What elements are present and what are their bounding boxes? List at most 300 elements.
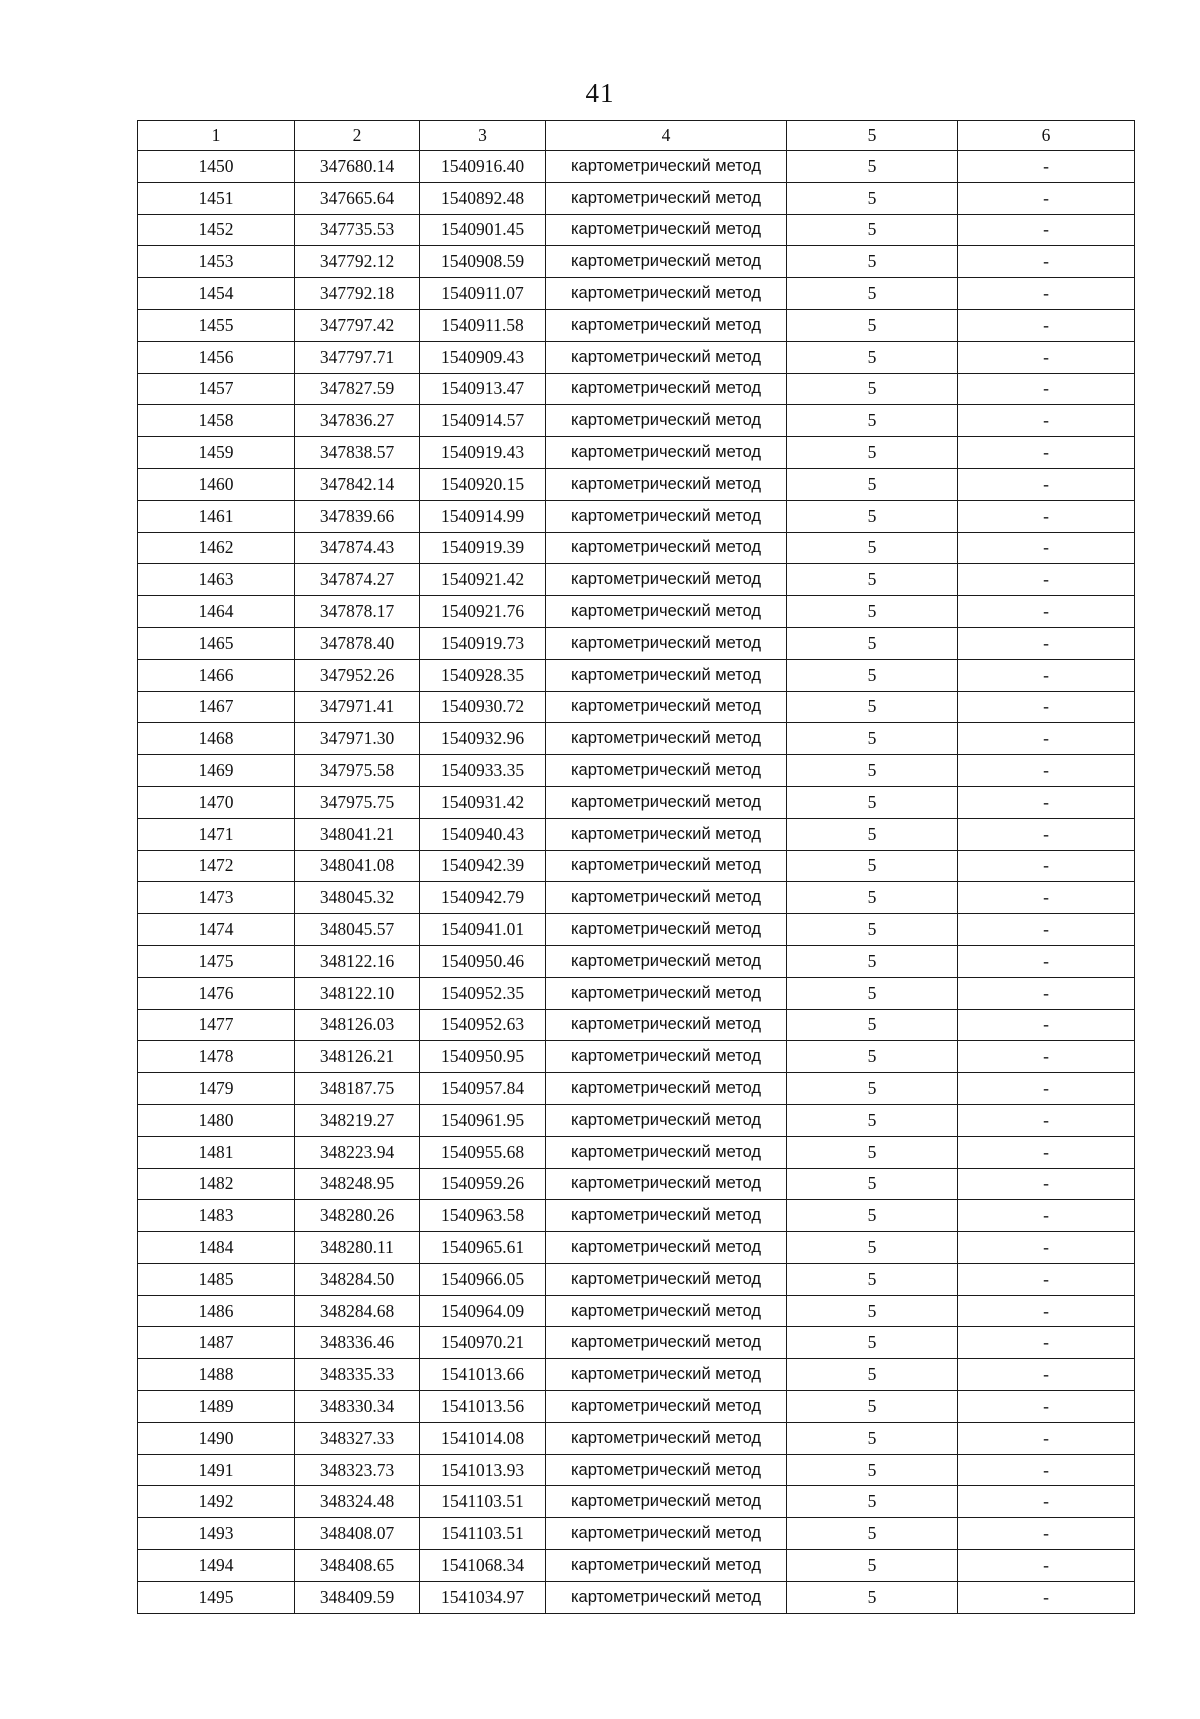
accuracy-cell: 5 — [787, 818, 958, 850]
point-number-cell: 1491 — [138, 1454, 295, 1486]
x-coordinate-cell: 347797.71 — [295, 341, 420, 373]
method-cell: картометрический метод — [546, 882, 787, 914]
x-coordinate-cell: 348409.59 — [295, 1581, 420, 1613]
method-cell: картометрический метод — [546, 1295, 787, 1327]
method-cell: картометрический метод — [546, 818, 787, 850]
description-cell: - — [958, 246, 1135, 278]
description-cell: - — [958, 1391, 1135, 1423]
method-cell: картометрический метод — [546, 723, 787, 755]
table-row — [138, 151, 1135, 183]
method-cell: картометрический метод — [546, 278, 787, 310]
description-cell: - — [958, 1073, 1135, 1105]
y-coordinate-cell: 1540911.07 — [420, 278, 546, 310]
accuracy-cell: 5 — [787, 405, 958, 437]
accuracy-cell: 5 — [787, 914, 958, 946]
table-row — [138, 659, 1135, 691]
y-coordinate-cell: 1540920.15 — [420, 468, 546, 500]
point-number-cell: 1452 — [138, 214, 295, 246]
x-coordinate-cell: 347665.64 — [295, 182, 420, 214]
y-coordinate-cell: 1540916.40 — [420, 151, 546, 183]
y-coordinate-cell: 1540908.59 — [420, 246, 546, 278]
point-number-cell: 1477 — [138, 1009, 295, 1041]
method-cell: картометрический метод — [546, 1359, 787, 1391]
y-coordinate-cell: 1540965.61 — [420, 1232, 546, 1264]
accuracy-cell: 5 — [787, 882, 958, 914]
accuracy-cell: 5 — [787, 437, 958, 469]
description-cell: - — [958, 1168, 1135, 1200]
method-cell: картометрический метод — [546, 755, 787, 787]
x-coordinate-cell: 348045.57 — [295, 914, 420, 946]
method-cell: картометрический метод — [546, 1104, 787, 1136]
x-coordinate-cell: 347971.30 — [295, 723, 420, 755]
method-cell: картометрический метод — [546, 214, 787, 246]
x-coordinate-cell: 348041.21 — [295, 818, 420, 850]
accuracy-cell: 5 — [787, 786, 958, 818]
header-cell: 3 — [420, 121, 546, 151]
table-row — [138, 1009, 1135, 1041]
table-row — [138, 977, 1135, 1009]
table-row — [138, 1486, 1135, 1518]
description-cell: - — [958, 1359, 1135, 1391]
table-row — [138, 1359, 1135, 1391]
x-coordinate-cell: 347680.14 — [295, 151, 420, 183]
method-cell: картометрический метод — [546, 1454, 787, 1486]
method-cell: картометрический метод — [546, 850, 787, 882]
y-coordinate-cell: 1540970.21 — [420, 1327, 546, 1359]
x-coordinate-cell: 348126.03 — [295, 1009, 420, 1041]
description-cell: - — [958, 1104, 1135, 1136]
y-coordinate-cell: 1540952.63 — [420, 1009, 546, 1041]
x-coordinate-cell: 347838.57 — [295, 437, 420, 469]
description-cell: - — [958, 1009, 1135, 1041]
point-number-cell: 1483 — [138, 1200, 295, 1232]
table-row — [138, 564, 1135, 596]
method-cell: картометрический метод — [546, 977, 787, 1009]
x-coordinate-cell: 347952.26 — [295, 659, 420, 691]
point-number-cell: 1453 — [138, 246, 295, 278]
description-cell: - — [958, 437, 1135, 469]
table-row — [138, 1104, 1135, 1136]
y-coordinate-cell: 1541103.51 — [420, 1518, 546, 1550]
description-cell: - — [958, 1486, 1135, 1518]
x-coordinate-cell: 347874.43 — [295, 532, 420, 564]
coordinates-table — [137, 120, 1135, 1614]
x-coordinate-cell: 347735.53 — [295, 214, 420, 246]
y-coordinate-cell: 1540961.95 — [420, 1104, 546, 1136]
table-row — [138, 1391, 1135, 1423]
x-coordinate-cell: 348126.21 — [295, 1041, 420, 1073]
x-coordinate-cell: 348327.33 — [295, 1422, 420, 1454]
y-coordinate-cell: 1540952.35 — [420, 977, 546, 1009]
point-number-cell: 1487 — [138, 1327, 295, 1359]
table-row — [138, 882, 1135, 914]
table-row — [138, 755, 1135, 787]
x-coordinate-cell: 347839.66 — [295, 500, 420, 532]
x-coordinate-cell: 347842.14 — [295, 468, 420, 500]
x-coordinate-cell: 348280.26 — [295, 1200, 420, 1232]
point-number-cell: 1460 — [138, 468, 295, 500]
point-number-cell: 1469 — [138, 755, 295, 787]
description-cell: - — [958, 309, 1135, 341]
accuracy-cell: 5 — [787, 691, 958, 723]
accuracy-cell: 5 — [787, 1550, 958, 1582]
y-coordinate-cell: 1540940.43 — [420, 818, 546, 850]
table-row — [138, 1168, 1135, 1200]
description-cell: - — [958, 1200, 1135, 1232]
y-coordinate-cell: 1540955.68 — [420, 1136, 546, 1168]
point-number-cell: 1457 — [138, 373, 295, 405]
table-row — [138, 945, 1135, 977]
x-coordinate-cell: 347975.58 — [295, 755, 420, 787]
accuracy-cell: 5 — [787, 564, 958, 596]
accuracy-cell: 5 — [787, 1168, 958, 1200]
table-row — [138, 723, 1135, 755]
table-header-row — [138, 121, 1135, 151]
description-cell: - — [958, 1263, 1135, 1295]
y-coordinate-cell: 1541103.51 — [420, 1486, 546, 1518]
accuracy-cell: 5 — [787, 1009, 958, 1041]
accuracy-cell: 5 — [787, 1041, 958, 1073]
method-cell: картометрический метод — [546, 786, 787, 818]
x-coordinate-cell: 347878.40 — [295, 627, 420, 659]
y-coordinate-cell: 1540957.84 — [420, 1073, 546, 1105]
accuracy-cell: 5 — [787, 373, 958, 405]
y-coordinate-cell: 1540892.48 — [420, 182, 546, 214]
point-number-cell: 1450 — [138, 151, 295, 183]
method-cell: картометрический метод — [546, 1073, 787, 1105]
table-row — [138, 1550, 1135, 1582]
table-row — [138, 627, 1135, 659]
point-number-cell: 1465 — [138, 627, 295, 659]
table-row — [138, 1454, 1135, 1486]
description-cell: - — [958, 1295, 1135, 1327]
accuracy-cell: 5 — [787, 659, 958, 691]
table-row — [138, 246, 1135, 278]
accuracy-cell: 5 — [787, 1136, 958, 1168]
point-number-cell: 1490 — [138, 1422, 295, 1454]
method-cell: картометрический метод — [546, 564, 787, 596]
point-number-cell: 1494 — [138, 1550, 295, 1582]
x-coordinate-cell: 348336.46 — [295, 1327, 420, 1359]
description-cell: - — [958, 786, 1135, 818]
y-coordinate-cell: 1540919.43 — [420, 437, 546, 469]
description-cell: - — [958, 1454, 1135, 1486]
x-coordinate-cell: 348408.07 — [295, 1518, 420, 1550]
y-coordinate-cell: 1541068.34 — [420, 1550, 546, 1582]
accuracy-cell: 5 — [787, 278, 958, 310]
point-number-cell: 1495 — [138, 1581, 295, 1613]
y-coordinate-cell: 1540933.35 — [420, 755, 546, 787]
method-cell: картометрический метод — [546, 1581, 787, 1613]
y-coordinate-cell: 1540914.57 — [420, 405, 546, 437]
x-coordinate-cell: 348122.10 — [295, 977, 420, 1009]
y-coordinate-cell: 1540959.26 — [420, 1168, 546, 1200]
description-cell: - — [958, 850, 1135, 882]
accuracy-cell: 5 — [787, 1486, 958, 1518]
header-cell: 6 — [958, 121, 1135, 151]
point-number-cell: 1484 — [138, 1232, 295, 1264]
table-row — [138, 1136, 1135, 1168]
table-row — [138, 1581, 1135, 1613]
accuracy-cell: 5 — [787, 1454, 958, 1486]
description-cell: - — [958, 1136, 1135, 1168]
y-coordinate-cell: 1540963.58 — [420, 1200, 546, 1232]
accuracy-cell: 5 — [787, 532, 958, 564]
table-row — [138, 1422, 1135, 1454]
description-cell: - — [958, 755, 1135, 787]
table-row — [138, 1327, 1135, 1359]
accuracy-cell: 5 — [787, 500, 958, 532]
point-number-cell: 1485 — [138, 1263, 295, 1295]
method-cell: картометрический метод — [546, 659, 787, 691]
accuracy-cell: 5 — [787, 945, 958, 977]
y-coordinate-cell: 1540919.39 — [420, 532, 546, 564]
y-coordinate-cell: 1541013.66 — [420, 1359, 546, 1391]
x-coordinate-cell: 347878.17 — [295, 596, 420, 628]
point-number-cell: 1454 — [138, 278, 295, 310]
y-coordinate-cell: 1540931.42 — [420, 786, 546, 818]
accuracy-cell: 5 — [787, 341, 958, 373]
table-row — [138, 1232, 1135, 1264]
accuracy-cell: 5 — [787, 1581, 958, 1613]
x-coordinate-cell: 348219.27 — [295, 1104, 420, 1136]
table-row — [138, 468, 1135, 500]
description-cell: - — [958, 723, 1135, 755]
description-cell: - — [958, 405, 1135, 437]
x-coordinate-cell: 347797.42 — [295, 309, 420, 341]
point-number-cell: 1456 — [138, 341, 295, 373]
method-cell: картометрический метод — [546, 1041, 787, 1073]
header-cell: 2 — [295, 121, 420, 151]
method-cell: картометрический метод — [546, 405, 787, 437]
x-coordinate-cell: 347836.27 — [295, 405, 420, 437]
accuracy-cell: 5 — [787, 182, 958, 214]
point-number-cell: 1463 — [138, 564, 295, 596]
table-row — [138, 596, 1135, 628]
point-number-cell: 1492 — [138, 1486, 295, 1518]
method-cell: картометрический метод — [546, 1009, 787, 1041]
description-cell: - — [958, 1422, 1135, 1454]
accuracy-cell: 5 — [787, 468, 958, 500]
table-row — [138, 278, 1135, 310]
description-cell: - — [958, 818, 1135, 850]
table-body — [138, 151, 1135, 1614]
point-number-cell: 1488 — [138, 1359, 295, 1391]
accuracy-cell: 5 — [787, 1232, 958, 1264]
description-cell: - — [958, 532, 1135, 564]
table-row — [138, 182, 1135, 214]
x-coordinate-cell: 347792.12 — [295, 246, 420, 278]
method-cell: картометрический метод — [546, 1486, 787, 1518]
table-row — [138, 1263, 1135, 1295]
accuracy-cell: 5 — [787, 214, 958, 246]
accuracy-cell: 5 — [787, 596, 958, 628]
point-number-cell: 1461 — [138, 500, 295, 532]
y-coordinate-cell: 1541013.93 — [420, 1454, 546, 1486]
method-cell: картометрический метод — [546, 627, 787, 659]
description-cell: - — [958, 977, 1135, 1009]
x-coordinate-cell: 348045.32 — [295, 882, 420, 914]
method-cell: картометрический метод — [546, 914, 787, 946]
x-coordinate-cell: 348324.48 — [295, 1486, 420, 1518]
y-coordinate-cell: 1540966.05 — [420, 1263, 546, 1295]
point-number-cell: 1472 — [138, 850, 295, 882]
x-coordinate-cell: 347827.59 — [295, 373, 420, 405]
description-cell: - — [958, 468, 1135, 500]
y-coordinate-cell: 1540919.73 — [420, 627, 546, 659]
method-cell: картометрический метод — [546, 1422, 787, 1454]
point-number-cell: 1479 — [138, 1073, 295, 1105]
x-coordinate-cell: 348248.95 — [295, 1168, 420, 1200]
x-coordinate-cell: 347792.18 — [295, 278, 420, 310]
description-cell: - — [958, 564, 1135, 596]
method-cell: картометрический метод — [546, 468, 787, 500]
x-coordinate-cell: 348284.50 — [295, 1263, 420, 1295]
accuracy-cell: 5 — [787, 1391, 958, 1423]
table-row — [138, 309, 1135, 341]
table-row — [138, 532, 1135, 564]
method-cell: картометрический метод — [546, 1168, 787, 1200]
point-number-cell: 1486 — [138, 1295, 295, 1327]
y-coordinate-cell: 1540921.76 — [420, 596, 546, 628]
description-cell: - — [958, 627, 1135, 659]
description-cell: - — [958, 182, 1135, 214]
accuracy-cell: 5 — [787, 1263, 958, 1295]
header-cell: 4 — [546, 121, 787, 151]
x-coordinate-cell: 347971.41 — [295, 691, 420, 723]
point-number-cell: 1466 — [138, 659, 295, 691]
table-row — [138, 437, 1135, 469]
method-cell: картометрический метод — [546, 532, 787, 564]
method-cell: картометрический метод — [546, 1327, 787, 1359]
description-cell: - — [958, 882, 1135, 914]
point-number-cell: 1476 — [138, 977, 295, 1009]
table-row — [138, 850, 1135, 882]
description-cell: - — [958, 214, 1135, 246]
description-cell: - — [958, 151, 1135, 183]
accuracy-cell: 5 — [787, 1327, 958, 1359]
x-coordinate-cell: 348323.73 — [295, 1454, 420, 1486]
x-coordinate-cell: 348330.34 — [295, 1391, 420, 1423]
method-cell: картометрический метод — [546, 309, 787, 341]
point-number-cell: 1470 — [138, 786, 295, 818]
description-cell: - — [958, 341, 1135, 373]
y-coordinate-cell: 1540932.96 — [420, 723, 546, 755]
table-row — [138, 1518, 1135, 1550]
y-coordinate-cell: 1541014.08 — [420, 1422, 546, 1454]
accuracy-cell: 5 — [787, 1104, 958, 1136]
method-cell: картометрический метод — [546, 437, 787, 469]
y-coordinate-cell: 1540941.01 — [420, 914, 546, 946]
description-cell: - — [958, 500, 1135, 532]
accuracy-cell: 5 — [787, 1295, 958, 1327]
y-coordinate-cell: 1540964.09 — [420, 1295, 546, 1327]
y-coordinate-cell: 1540913.47 — [420, 373, 546, 405]
point-number-cell: 1455 — [138, 309, 295, 341]
y-coordinate-cell: 1540914.99 — [420, 500, 546, 532]
accuracy-cell: 5 — [787, 246, 958, 278]
description-cell: - — [958, 596, 1135, 628]
x-coordinate-cell: 348122.16 — [295, 945, 420, 977]
method-cell: картометрический метод — [546, 500, 787, 532]
accuracy-cell: 5 — [787, 1518, 958, 1550]
method-cell: картометрический метод — [546, 596, 787, 628]
method-cell: картометрический метод — [546, 1232, 787, 1264]
table-row — [138, 214, 1135, 246]
description-cell: - — [958, 1327, 1135, 1359]
accuracy-cell: 5 — [787, 151, 958, 183]
method-cell: картометрический метод — [546, 691, 787, 723]
description-cell: - — [958, 1550, 1135, 1582]
accuracy-cell: 5 — [787, 309, 958, 341]
method-cell: картометрический метод — [546, 1136, 787, 1168]
table-row — [138, 1295, 1135, 1327]
description-cell: - — [958, 1232, 1135, 1264]
point-number-cell: 1473 — [138, 882, 295, 914]
description-cell: - — [958, 1581, 1135, 1613]
x-coordinate-cell: 348335.33 — [295, 1359, 420, 1391]
header-cell: 1 — [138, 121, 295, 151]
table-row — [138, 1073, 1135, 1105]
point-number-cell: 1481 — [138, 1136, 295, 1168]
y-coordinate-cell: 1540909.43 — [420, 341, 546, 373]
method-cell: картометрический метод — [546, 246, 787, 278]
description-cell: - — [958, 914, 1135, 946]
point-number-cell: 1474 — [138, 914, 295, 946]
y-coordinate-cell: 1540921.42 — [420, 564, 546, 596]
accuracy-cell: 5 — [787, 1200, 958, 1232]
y-coordinate-cell: 1540950.95 — [420, 1041, 546, 1073]
description-cell: - — [958, 278, 1135, 310]
accuracy-cell: 5 — [787, 723, 958, 755]
point-number-cell: 1493 — [138, 1518, 295, 1550]
table-row — [138, 405, 1135, 437]
point-number-cell: 1475 — [138, 945, 295, 977]
description-cell: - — [958, 691, 1135, 723]
y-coordinate-cell: 1540928.35 — [420, 659, 546, 691]
point-number-cell: 1451 — [138, 182, 295, 214]
accuracy-cell: 5 — [787, 1359, 958, 1391]
table-row — [138, 373, 1135, 405]
method-cell: картометрический метод — [546, 341, 787, 373]
description-cell: - — [958, 1518, 1135, 1550]
y-coordinate-cell: 1540911.58 — [420, 309, 546, 341]
x-coordinate-cell: 348408.65 — [295, 1550, 420, 1582]
page-number: 41 — [585, 78, 615, 108]
table-row — [138, 818, 1135, 850]
accuracy-cell: 5 — [787, 1073, 958, 1105]
y-coordinate-cell: 1541034.97 — [420, 1581, 546, 1613]
x-coordinate-cell: 348280.11 — [295, 1232, 420, 1264]
x-coordinate-cell: 348187.75 — [295, 1073, 420, 1105]
point-number-cell: 1467 — [138, 691, 295, 723]
method-cell: картометрический метод — [546, 945, 787, 977]
method-cell: картометрический метод — [546, 1200, 787, 1232]
table-row — [138, 1041, 1135, 1073]
point-number-cell: 1462 — [138, 532, 295, 564]
accuracy-cell: 5 — [787, 755, 958, 787]
description-cell: - — [958, 373, 1135, 405]
point-number-cell: 1459 — [138, 437, 295, 469]
accuracy-cell: 5 — [787, 627, 958, 659]
header-cell: 5 — [787, 121, 958, 151]
method-cell: картометрический метод — [546, 1391, 787, 1423]
accuracy-cell: 5 — [787, 1422, 958, 1454]
table-row — [138, 786, 1135, 818]
description-cell: - — [958, 1041, 1135, 1073]
point-number-cell: 1478 — [138, 1041, 295, 1073]
y-coordinate-cell: 1540950.46 — [420, 945, 546, 977]
